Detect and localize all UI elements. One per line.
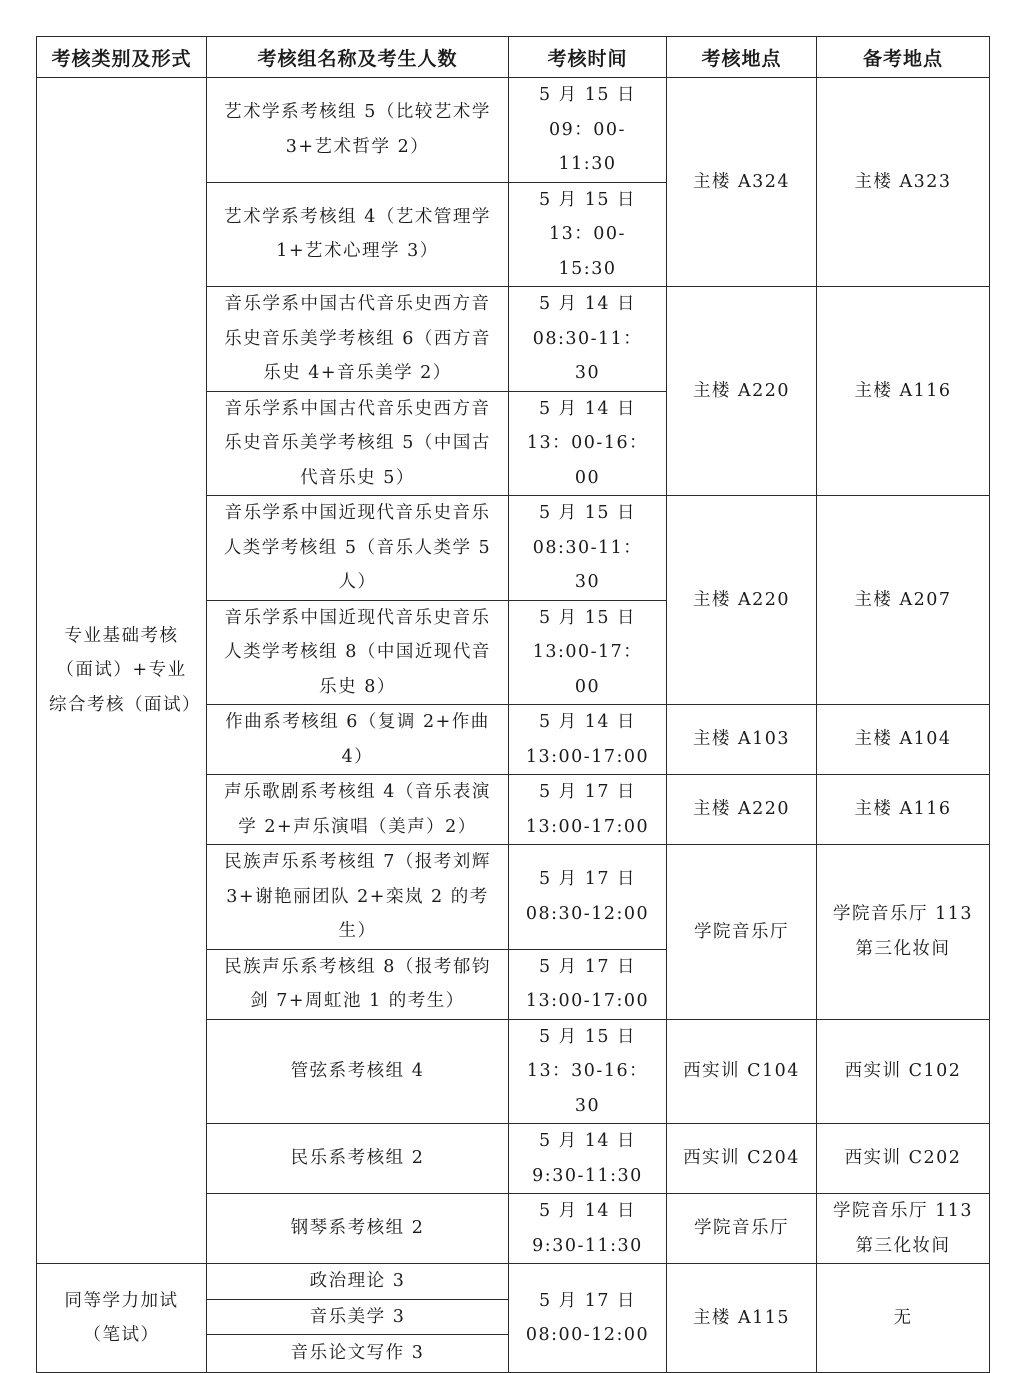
venue-cell: 主楼 A103 [667,705,817,775]
time-cell: 5 月 14 日 08:30-11：30 [509,287,667,392]
time-cell: 5 月 14 日 9:30-11:30 [509,1124,667,1194]
time-cell: 5 月 14 日 13:00-17:00 [509,705,667,775]
venue-cell: 主楼 A220 [667,287,817,496]
group-cell: 艺术学系考核组 5（比较艺术学 3+艺术哲学 2） [207,78,509,183]
group-cell: 民族声乐系考核组 7（报考刘辉 3+谢艳丽团队 2+栾岚 2 的考生） [207,845,509,950]
header-standby: 备考地点 [817,37,990,78]
group-cell: 钢琴系考核组 2 [207,1194,509,1264]
time-cell: 5 月 17 日 08:00-12:00 [509,1264,667,1373]
standby-cell: 学院音乐厅 113 第三化妆间 [817,845,990,1020]
standby-cell: 主楼 A116 [817,775,990,845]
venue-cell: 西实训 C104 [667,1019,817,1124]
group-cell: 音乐学系中国近现代音乐史音乐人类学考核组 8（中国近现代音乐史 8） [207,600,509,705]
header-time: 考核时间 [509,37,667,78]
standby-cell: 西实训 C102 [817,1019,990,1124]
table-row [37,1264,990,1300]
venue-cell: 主楼 A115 [667,1264,817,1373]
group-cell: 民乐系考核组 2 [207,1124,509,1194]
group-cell: 音乐学系中国近现代音乐史音乐人类学考核组 5（音乐人类学 5 人） [207,496,509,601]
venue-cell: 主楼 A220 [667,775,817,845]
standby-cell: 主楼 A116 [817,287,990,496]
group-cell: 音乐学系中国古代音乐史西方音乐史音乐美学考核组 5（中国古代音乐史 5） [207,391,509,496]
venue-cell: 主楼 A324 [667,78,817,287]
subject-cell: 政治理论 3 [207,1264,509,1300]
group-cell: 作曲系考核组 6（复调 2+作曲 4） [207,705,509,775]
group-cell: 管弦系考核组 4 [207,1019,509,1124]
standby-cell: 主楼 A207 [817,496,990,705]
group-cell: 声乐歌剧系考核组 4（音乐表演学 2+声乐演唱（美声）2） [207,775,509,845]
time-cell: 5 月 14 日 13：00-16：00 [509,391,667,496]
time-cell: 5 月 15 日 08:30-11：30 [509,496,667,601]
header-row [37,37,990,78]
header-venue: 考核地点 [667,37,817,78]
group-cell: 民族声乐系考核组 8（报考郁钧剑 7+周虹池 1 的考生） [207,949,509,1019]
header-category: 考核类别及形式 [37,37,207,78]
group-cell: 艺术学系考核组 4（艺术管理学 1+艺术心理学 3） [207,182,509,287]
venue-cell: 主楼 A220 [667,496,817,705]
header-group: 考核组名称及考生人数 [207,37,509,78]
time-cell: 5 月 14 日 9:30-11:30 [509,1194,667,1264]
subject-cell: 音乐论文写作 3 [207,1335,509,1373]
time-cell: 5 月 15 日 13：00-15:30 [509,182,667,287]
time-cell: 5 月 15 日 13：30-16：30 [509,1019,667,1124]
venue-cell: 西实训 C204 [667,1124,817,1194]
category-equivalent: 同等学力加试（笔试） [37,1264,207,1373]
standby-cell: 主楼 A323 [817,78,990,287]
subject-cell: 音乐美学 3 [207,1299,509,1335]
group-cell: 音乐学系中国古代音乐史西方音乐史音乐美学考核组 6（西方音乐史 4+音乐美学 2） [207,287,509,392]
standby-cell: 学院音乐厅 113 第三化妆间 [817,1194,990,1264]
time-cell: 5 月 15 日 09：00-11:30 [509,78,667,183]
standby-cell: 主楼 A104 [817,705,990,775]
standby-cell: 西实训 C202 [817,1124,990,1194]
table-row [37,78,990,183]
category-professional: 专业基础考核（面试）+专业综合考核（面试） [37,78,207,1264]
standby-cell: 无 [817,1264,990,1373]
exam-schedule-table [36,36,990,1373]
time-cell: 5 月 17 日 13:00-17:00 [509,949,667,1019]
time-cell: 5 月 17 日 08:30-12:00 [509,845,667,950]
time-cell: 5 月 17 日 13:00-17:00 [509,775,667,845]
venue-cell: 学院音乐厅 [667,1194,817,1264]
venue-cell: 学院音乐厅 [667,845,817,1020]
time-cell: 5 月 15 日 13:00-17：00 [509,600,667,705]
